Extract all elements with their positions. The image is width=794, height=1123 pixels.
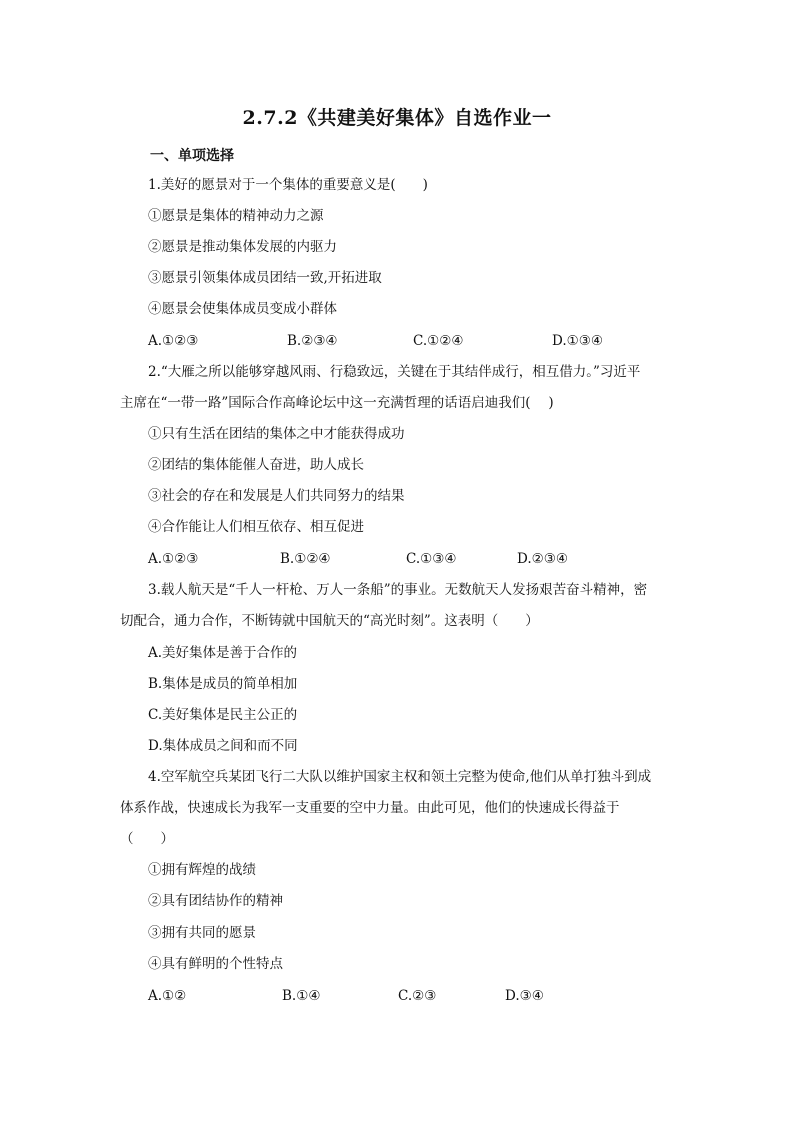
- q4-stem-line-2: 体系作战，快速成长为我军一支重要的空中力量。由此可见，他们的快速成长得益于: [120, 800, 620, 816]
- q1-item-2: ②愿景是推动集体发展的内驱力: [148, 239, 337, 255]
- q4-stem-line-1: 4.空军航空兵某团飞行二大队以维护国家主权和领土完整为使命,他们从单打独斗到成: [148, 769, 652, 785]
- q4-option-a: A.①②: [148, 988, 187, 1004]
- q2-item-3: ③社会的存在和发展是人们共同努力的结果: [148, 488, 405, 504]
- q2-option-c: C.①③④: [406, 551, 457, 567]
- q3-option-b: B.集体是成员的简单相加: [148, 676, 298, 692]
- q4-option-d: D.③④: [505, 988, 544, 1004]
- q2-item-2: ②团结的集体能催人奋进，助人成长: [148, 457, 364, 473]
- q2-option-b: B.①②④: [280, 551, 331, 567]
- q1-item-4: ④愿景会使集体成员变成小群体: [148, 301, 337, 317]
- q1-item-1: ①愿景是集体的精神动力之源: [148, 208, 324, 224]
- q2-stem-line-1: 2.“大雁之所以能够穿越风雨、行稳致远，关键在于其结伴成行，相互借力。”习近平: [148, 364, 641, 380]
- q3-option-d: D.集体成员之间和而不同: [148, 738, 298, 754]
- q4-item-1: ①拥有辉煌的战绩: [148, 862, 256, 878]
- q2-stem-line-2: 主席在“一带一路”国际合作高峰论坛中这一充满哲理的话语启迪我们( ): [120, 395, 554, 411]
- q3-stem-line-2: 切配合，通力合作，不断铸就中国航天的“高光时刻”。这表明（ ）: [120, 613, 539, 629]
- document-title: 2.7.2《共建美好集体》自选作业一: [242, 107, 552, 129]
- q2-item-1: ①只有生活在团结的集体之中才能获得成功: [148, 426, 405, 442]
- q1-option-c: C.①②④: [413, 333, 464, 349]
- q1-stem: 1.美好的愿景对于一个集体的重要意义是( ): [148, 177, 428, 193]
- q1-option-a: A.①②③: [148, 333, 199, 349]
- q4-item-3: ③拥有共同的愿景: [148, 925, 256, 941]
- q3-option-c: C.美好集体是民主公正的: [148, 707, 298, 723]
- q1-item-3: ③愿景引领集体成员团结一致,开拓进取: [148, 270, 382, 286]
- q1-option-b: B.②③④: [287, 333, 338, 349]
- q4-item-2: ②具有团结协作的精神: [148, 893, 283, 909]
- q3-stem-line-1: 3.载人航天是“千人一杆枪、万人一条船”的事业。无数航天人发扬艰苦奋斗精神，密: [148, 582, 648, 598]
- q4-option-b: B.①④: [282, 988, 321, 1004]
- q4-item-4: ④具有鲜明的个性特点: [148, 956, 283, 972]
- section-heading: 一、单项选择: [150, 148, 234, 164]
- q3-option-a: A.美好集体是善于合作的: [148, 645, 298, 661]
- q2-option-a: A.①②③: [148, 551, 199, 567]
- q4-option-c: C.②③: [398, 988, 437, 1004]
- q2-option-d: D.②③④: [517, 551, 568, 567]
- q4-stem-line-3: （ ）: [120, 831, 174, 847]
- q1-option-d: D.①③④: [552, 333, 603, 349]
- q2-item-4: ④合作能让人们相互依存、相互促进: [148, 519, 364, 535]
